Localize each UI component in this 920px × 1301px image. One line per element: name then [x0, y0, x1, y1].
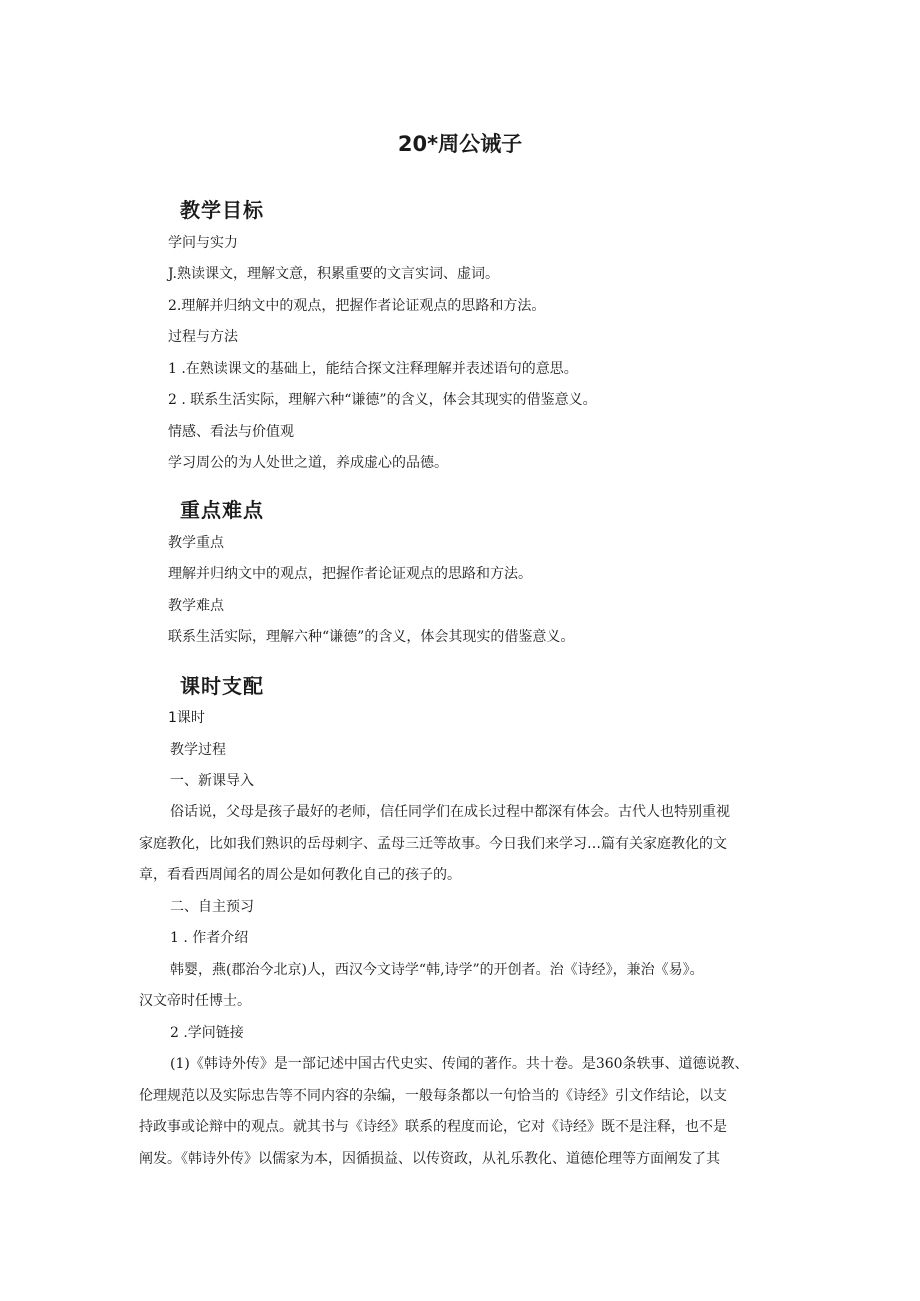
- paragraph-line: (1)《韩诗外传》是一部记述中国古代史实、传闻的著作。共十卷。是360条轶事、道德说教、: [170, 1056, 749, 1072]
- paragraph-line: 持政事或论辩中的观点。就其书与《诗经》联系的程度而论，它对《诗经》既不是注释，也不是: [139, 1119, 727, 1135]
- label-difficulty: 教学难点: [168, 598, 224, 614]
- label-knowledge: 学问与实力: [168, 235, 238, 251]
- label-author: 1 . 作者介绍: [170, 930, 249, 946]
- label-teaching-process: 教学过程: [170, 742, 226, 758]
- difficulty-line: 联系生活实际，理解六种“谦德”的含义，体会其现实的借鉴意义。: [168, 629, 575, 645]
- paragraph-line: 汉文帝时任博士。: [139, 993, 251, 1009]
- heading-teaching-goals: 教学目标: [180, 198, 264, 222]
- label-preview: 二、自主预习: [170, 899, 254, 915]
- paragraph-line: 章，看看西周闻名的周公是如何教化自己的孩子的。: [139, 867, 461, 883]
- class-hours: 1课时: [168, 710, 205, 726]
- goal-line: 学习周公的为人处世之道，养成虚心的品德。: [168, 455, 448, 471]
- goal-line: J.熟读课文，理解文意，积累重要的文言实词、虚词。: [168, 266, 499, 282]
- goal-line: 1 .在熟读课文的基础上，能结合探文注释理解并表述语句的意思。: [168, 361, 578, 377]
- label-knowledge-link: 2 .学问链接: [170, 1025, 244, 1041]
- paragraph-line: 家庭教化，比如我们熟识的岳母刺字、孟母三迁等故事。今日我们来学习…篇有关家庭教化的文: [139, 836, 727, 852]
- label-focus: 教学重点: [168, 535, 224, 551]
- heading-schedule: 课时支配: [180, 674, 264, 698]
- paragraph-line: 韩婴，燕(郡治今北京)人，西汉今文诗学“韩,诗学”的开创者。治《诗经》，兼治《易》。: [170, 962, 704, 978]
- goal-line: 2.理解并归纳文中的观点，把握作者论证观点的思路和方法。: [168, 298, 546, 314]
- focus-line: 理解并归纳文中的观点，把握作者论证观点的思路和方法。: [168, 566, 532, 582]
- paragraph-line: 阐发。《韩诗外传》以儒家为本，因循损益、以传资政，从礼乐教化、道德伦理等方面阐发了其: [139, 1151, 720, 1167]
- label-process: 过程与方法: [168, 329, 238, 345]
- goal-line: 2 . 联系生活实际，理解六种“谦德”的含义，体会其现实的借鉴意义。: [168, 392, 597, 408]
- label-emotion: 情感、看法与价值观: [168, 424, 294, 440]
- paragraph-line: 伦理规范以及实际忠告等不同内容的杂编，一般每条都以一句恰当的《诗经》引文作结论，以支: [139, 1088, 727, 1104]
- paragraph-line: 俗话说，父母是孩子最好的老师，信任同学们在成长过程中都深有体会。古代人也特别重视: [170, 804, 730, 820]
- heading-key-points: 重点难点: [180, 498, 264, 522]
- label-intro: 一、新课导入: [170, 773, 254, 789]
- page-title: 20*周公诫子: [397, 132, 523, 156]
